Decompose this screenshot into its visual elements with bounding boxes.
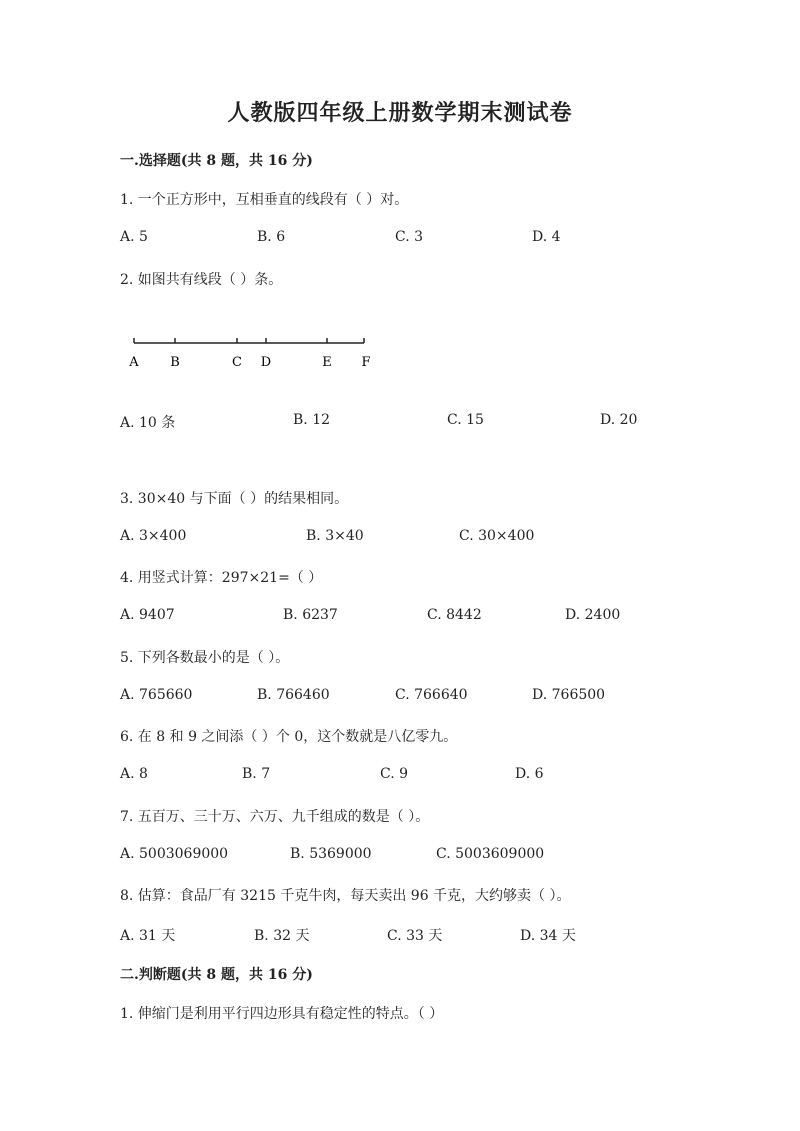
q8-option-a: A. 31 天 <box>120 928 176 944</box>
question-5: 5. 下列各数最小的是（ ）。 <box>120 650 290 666</box>
question-6: 6. 在 8 和 9 之间添（ ）个 0，这个数就是八亿零九。 <box>120 729 458 745</box>
q3-option-b: B. 3×40 <box>306 528 364 544</box>
question-4: 4. 用竖式计算：297×21=（ ） <box>120 570 323 586</box>
q2-option-a: A. 10 条 <box>120 415 176 431</box>
question-2: 2. 如图共有线段（ ）条。 <box>120 272 283 288</box>
judgment-question-1: 1. 伸缩门是利用平行四边形具有稳定性的特点。（ ） <box>120 1006 444 1022</box>
question-8: 8. 估算：食品厂有 3215 千克牛肉，每天卖出 96 千克，大约够卖（ ）。 <box>120 888 571 904</box>
point-label-c: C <box>232 355 242 370</box>
q5-option-c: C. 766640 <box>395 687 468 703</box>
q8-option-b: B. 32 天 <box>254 928 310 944</box>
q2-option-b: B. 12 <box>293 412 331 428</box>
q5-option-d: D. 766500 <box>532 687 606 703</box>
q6-option-b: B. 7 <box>242 766 271 782</box>
point-label-f: F <box>361 355 371 370</box>
q4-option-a: A. 9407 <box>120 607 175 623</box>
point-label-d: D <box>260 355 272 370</box>
q3-option-c: C. 30×400 <box>459 528 535 544</box>
page-title: 人教版四年级上册数学期末测试卷 <box>227 100 573 126</box>
q4-option-d: D. 2400 <box>565 607 621 623</box>
point-label-a: A <box>129 355 139 370</box>
q8-option-c: C. 33 天 <box>387 928 443 944</box>
q6-option-a: A. 8 <box>120 766 148 782</box>
q8-option-d: D. 34 天 <box>520 928 576 944</box>
question-1: 1. 一个正方形中，互相垂直的线段有（ ）对。 <box>120 192 409 208</box>
question-3: 3. 30×40 与下面（ ）的结果相同。 <box>120 491 349 507</box>
q6-option-c: C. 9 <box>380 766 409 782</box>
section-heading-choice: 一.选择题(共 8 题，共 16 分) <box>120 153 313 169</box>
q4-option-c: C. 8442 <box>427 607 482 623</box>
section-heading-judgment: 二.判断题(共 8 题，共 16 分) <box>120 967 313 983</box>
q7-option-b: B. 5369000 <box>290 846 372 862</box>
point-label-e: E <box>322 355 332 370</box>
q2-option-d: D. 20 <box>600 412 638 428</box>
line-segment-figure <box>126 335 386 375</box>
q5-option-b: B. 766460 <box>257 687 330 703</box>
q2-option-c: C. 15 <box>447 412 484 428</box>
point-label-b: B <box>170 355 180 370</box>
q5-option-a: A. 765660 <box>120 687 193 703</box>
q1-option-a: A. 5 <box>120 229 148 245</box>
q4-option-b: B. 6237 <box>283 607 338 623</box>
q1-option-c: C. 3 <box>395 229 424 245</box>
q3-option-a: A. 3×400 <box>120 528 187 544</box>
q1-option-b: B. 6 <box>257 229 286 245</box>
q7-option-a: A. 5003069000 <box>120 846 229 862</box>
question-7: 7. 五百万、三十万、六万、九千组成的数是（ ）。 <box>120 809 430 825</box>
q1-option-d: D. 4 <box>532 229 561 245</box>
q6-option-d: D. 6 <box>515 766 544 782</box>
q7-option-c: C. 5003609000 <box>436 846 545 862</box>
